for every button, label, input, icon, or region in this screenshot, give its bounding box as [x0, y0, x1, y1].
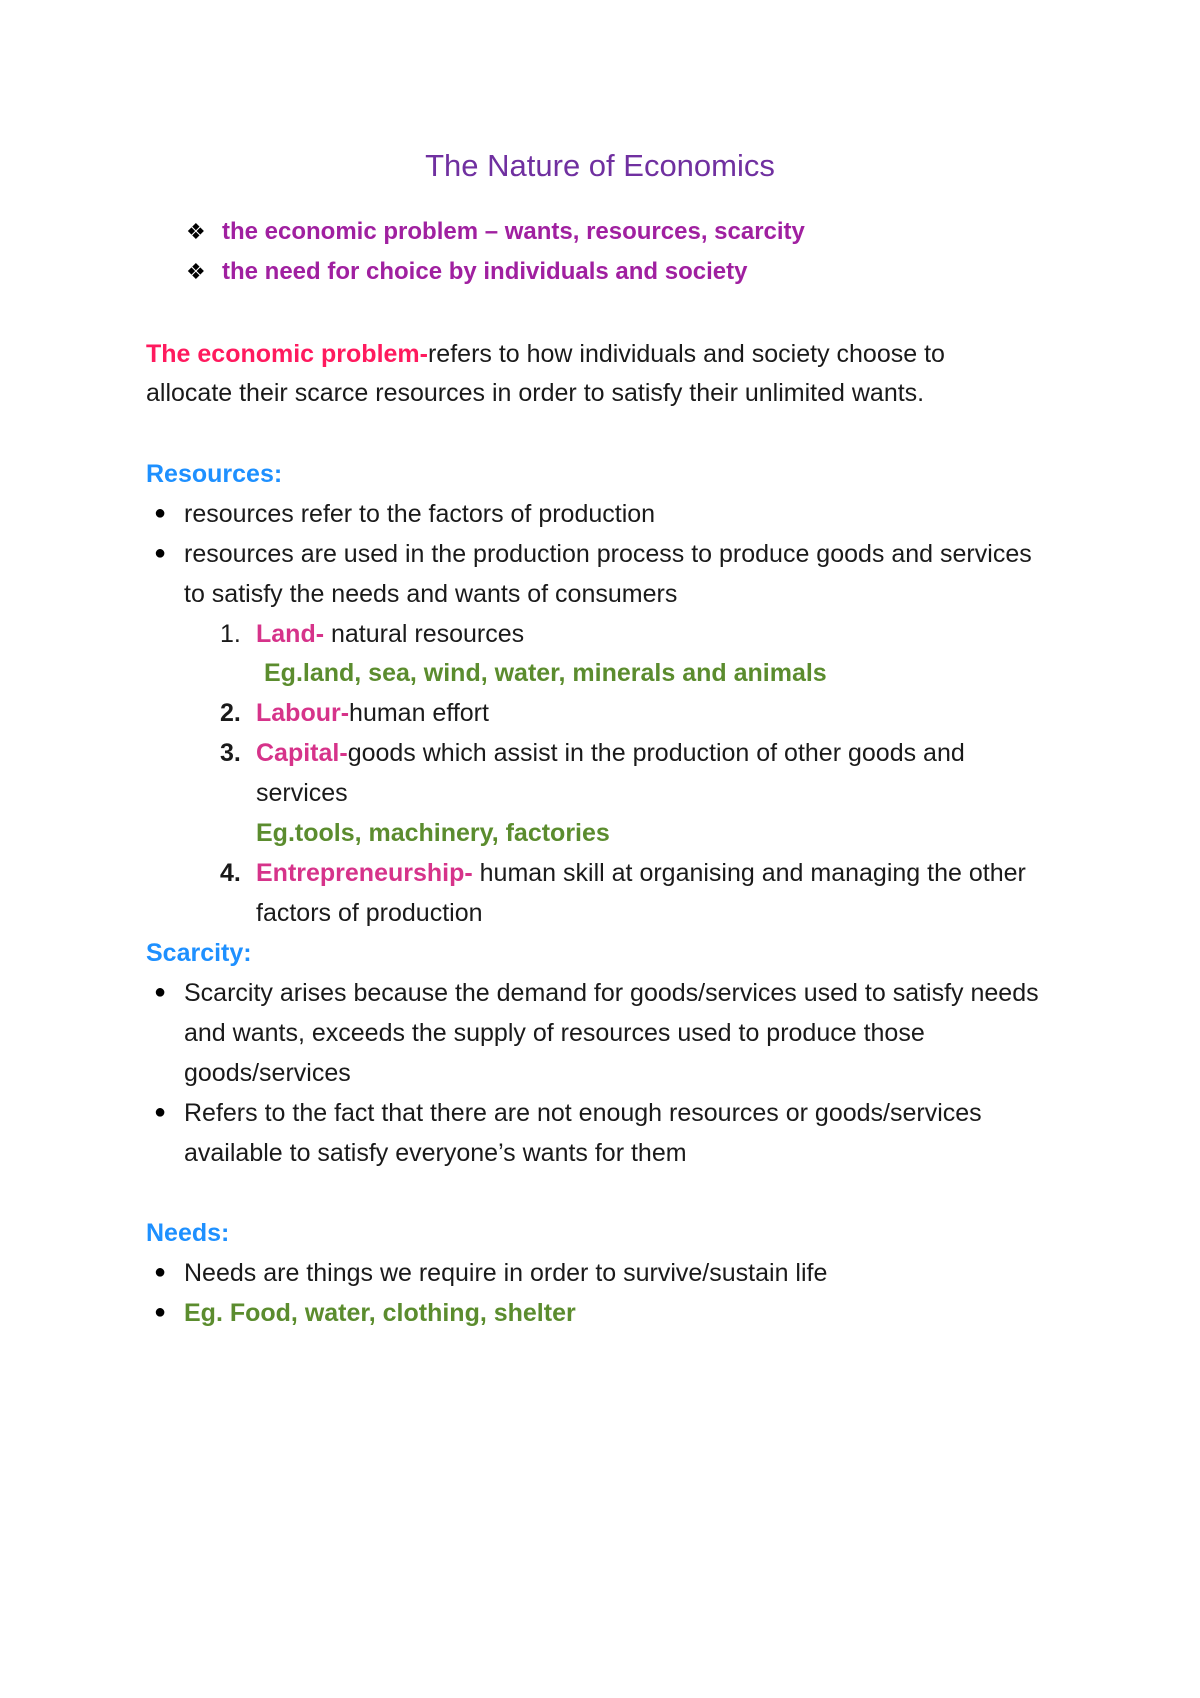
page-title: The Nature of Economics: [425, 148, 775, 183]
scarcity-heading: Scarcity:: [146, 939, 252, 967]
factor-term: Land-: [256, 620, 325, 648]
resources-heading: Resources:: [146, 460, 283, 488]
objective-item: [186, 218, 805, 246]
factor-capital: [256, 733, 965, 773]
bullet-icon: ●: [154, 1101, 167, 1123]
factor-labour: [256, 693, 489, 733]
factor-term: Capital-: [256, 739, 348, 767]
factor-entrepreneurship: [256, 853, 1026, 893]
intro-text: refers to how individuals and society choose to: [427, 340, 945, 368]
factor-text: goods which assist in the production of other goods and: [347, 739, 965, 767]
factor-number: 4.: [220, 859, 241, 887]
factor-number: 2.: [220, 699, 241, 727]
factor-number: 1.: [220, 620, 241, 648]
factor-term: Labour-: [256, 699, 350, 727]
bullet-icon: ●: [154, 542, 167, 564]
needs-bullet: Needs are things we require in order to survive/sustain life: [184, 1259, 828, 1287]
bullet-icon: ●: [154, 1301, 167, 1323]
economic-problem-term: The economic problem-: [146, 340, 428, 368]
objective-text: the economic problem – wants, resources, scarcity: [222, 218, 805, 245]
bullet-icon: ●: [154, 981, 167, 1003]
objective-item: [186, 258, 747, 286]
factor-text: human skill at organising and managing the other: [472, 859, 1026, 887]
factor-example: Eg.land, sea, wind, water, minerals and animals: [264, 659, 827, 687]
factor-text: human effort: [349, 699, 489, 727]
factor-number: 3.: [220, 739, 241, 767]
intro-line-1: [146, 334, 945, 374]
needs-heading: Needs:: [146, 1219, 230, 1247]
resources-bullet-continued: to satisfy the needs and wants of consumers: [184, 580, 678, 608]
scarcity-bullet-line: Scarcity arises because the demand for goods/services used to satisfy needs: [184, 979, 1039, 1007]
resources-bullet: resources are used in the production process to produce goods and services: [184, 540, 1032, 568]
scarcity-bullet-line: goods/services: [184, 1059, 351, 1087]
bullet-icon: ●: [154, 502, 167, 524]
needs-example: Eg. Food, water, clothing, shelter: [184, 1299, 576, 1327]
factor-text-continued: factors of production: [256, 899, 483, 927]
objective-text: the need for choice by individuals and society: [222, 258, 748, 285]
scarcity-bullet-line: available to satisfy everyone’s wants for them: [184, 1139, 687, 1167]
resources-bullet: resources refer to the factors of production: [184, 500, 656, 528]
intro-line-2: allocate their scarce resources in order to satisfy their unlimited wants.: [146, 379, 925, 407]
bullet-icon: ●: [154, 1261, 167, 1283]
diamond-bullet-icon: ❖: [186, 219, 206, 244]
factor-text-continued: services: [256, 779, 348, 807]
diamond-bullet-icon: ❖: [186, 259, 206, 284]
factor-land: [256, 614, 524, 654]
factor-term: Entrepreneurship-: [256, 859, 473, 887]
scarcity-bullet-line: Refers to the fact that there are not enough resources or goods/services: [184, 1099, 982, 1127]
factor-example: Eg.tools, machinery, factories: [256, 819, 610, 847]
factor-text: natural resources: [324, 620, 525, 648]
scarcity-bullet-line: and wants, exceeds the supply of resources used to produce those: [184, 1019, 925, 1047]
